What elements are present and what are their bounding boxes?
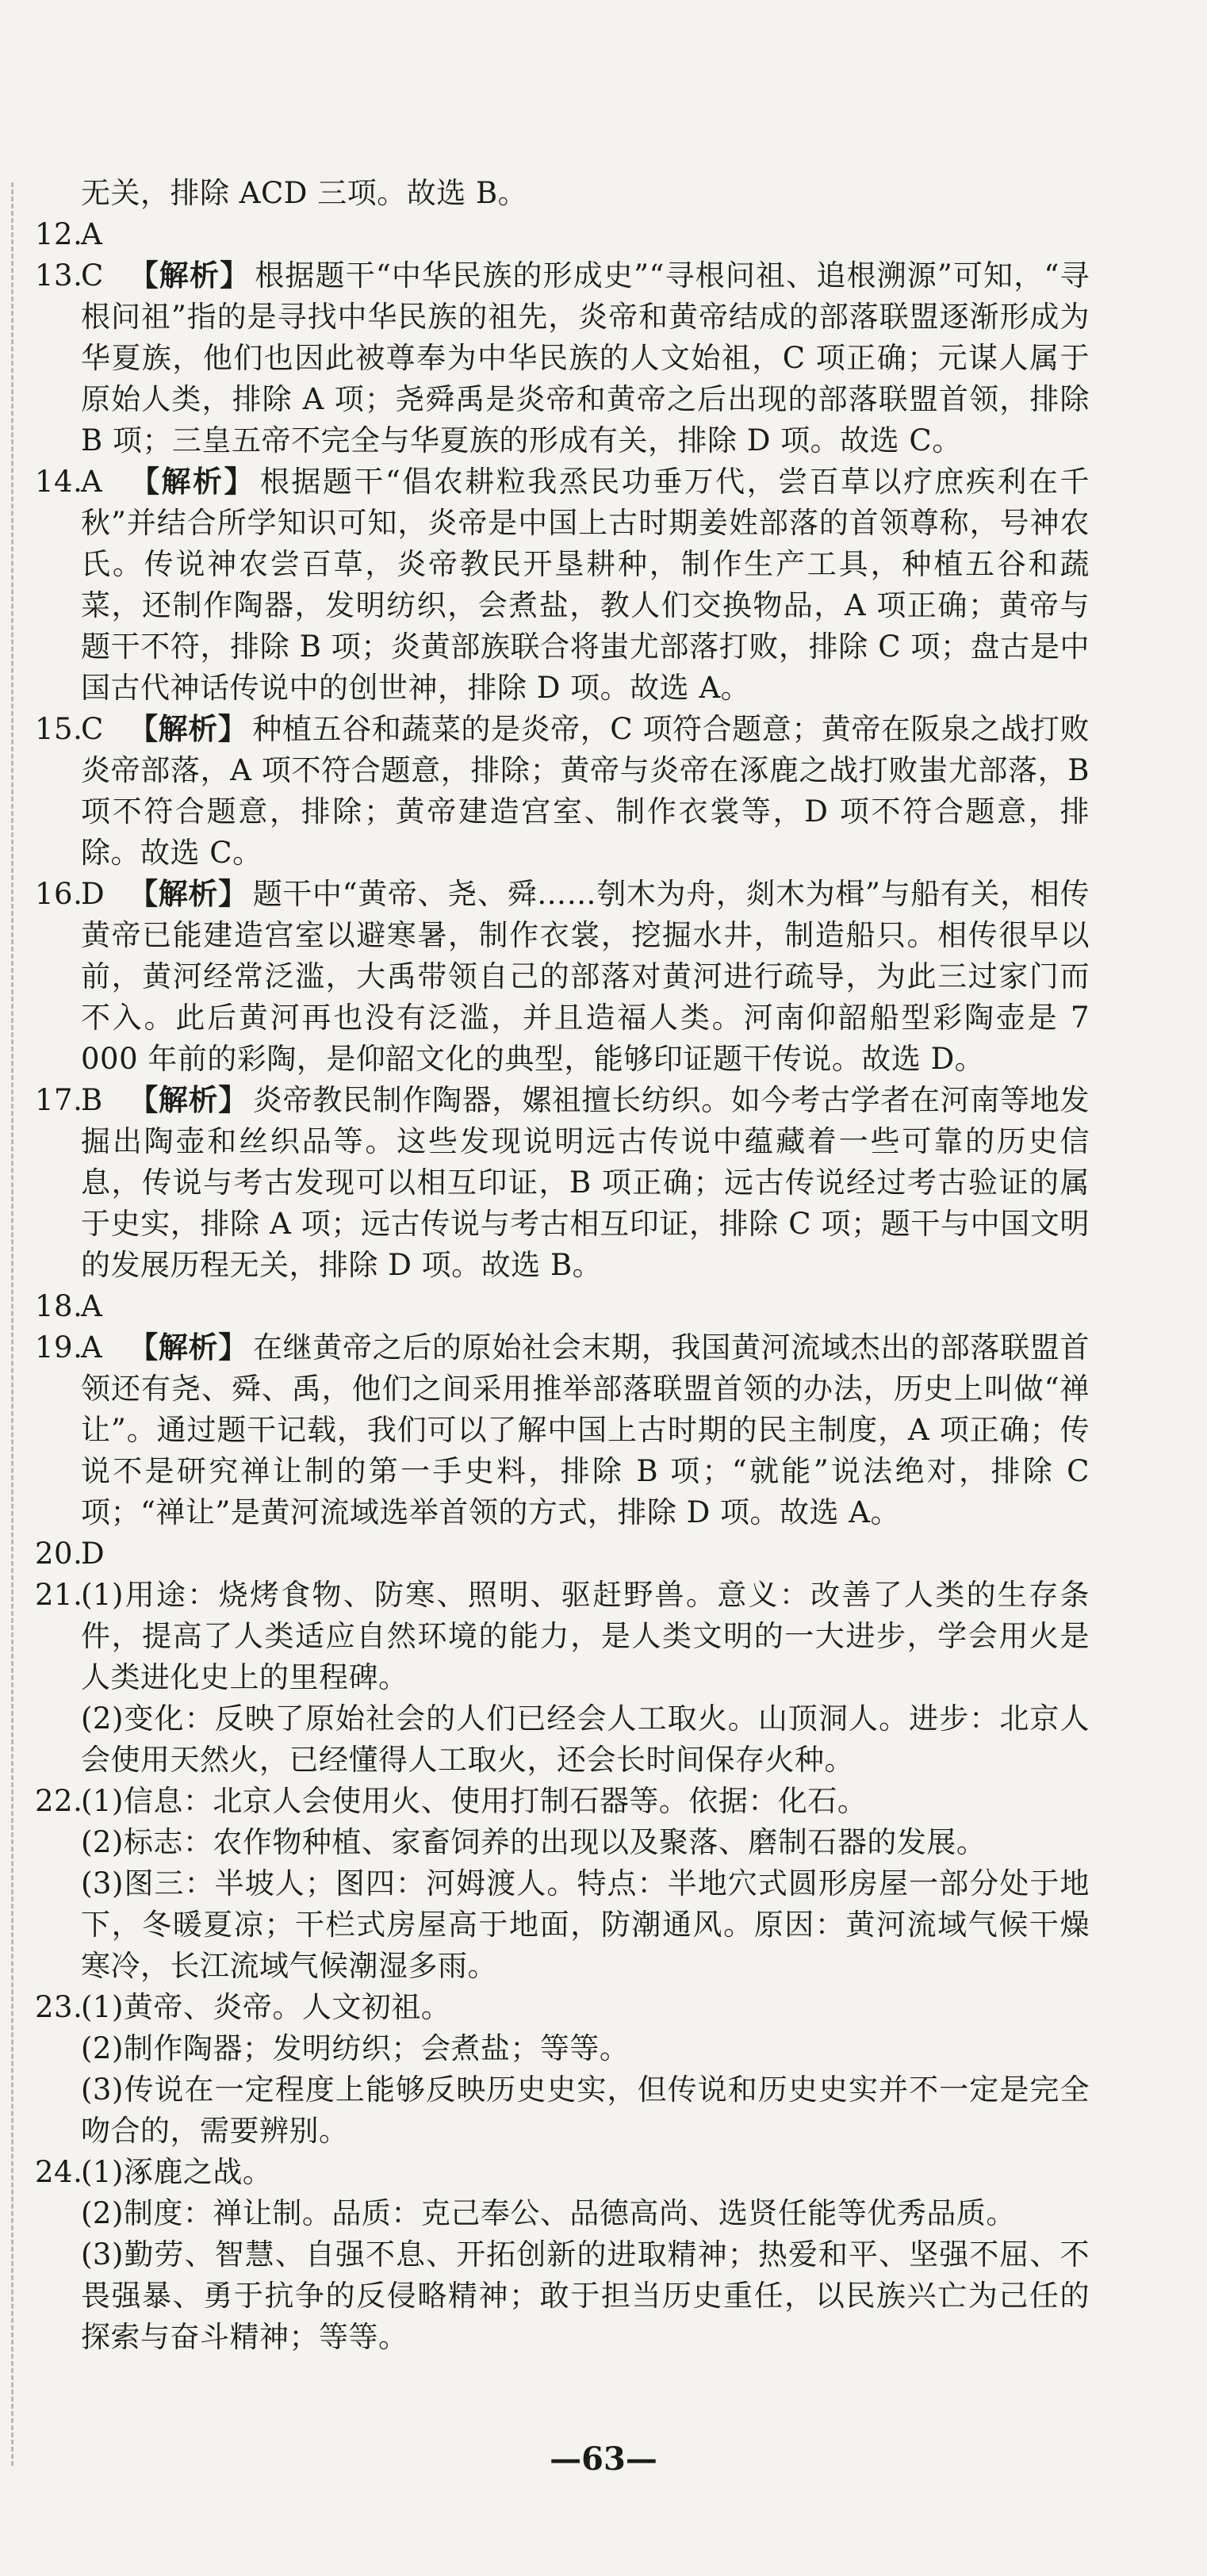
question-13 <box>35 255 1090 461</box>
question-23 <box>35 1987 1090 2152</box>
question-number: 15. <box>35 712 83 746</box>
answer-part: (2)制度：禅让制。品质：克己奉公、品德高尚、选贤任能等优秀品质。 <box>81 2196 1016 2230</box>
question-number: 20. <box>35 1537 83 1571</box>
question-number: 16. <box>35 877 83 911</box>
answer-part: (3)传说在一定程度上能够反映历史史实，但传说和历史史实并不一定是完全吻合的，需要辨别。 <box>81 2073 1090 2148</box>
question-12 <box>35 214 1090 255</box>
answer-part: (2)变化：反映了原始社会的人们已经会人工取火。山顶洞人。进步：北京人会使用天然火，已经懂得人工取火，还会长时间保存火种。 <box>81 1701 1090 1777</box>
answer-part: (2)制作陶器；发明纺织；会煮盐；等等。 <box>81 2031 630 2065</box>
question-16 <box>35 874 1090 1080</box>
question-number: 24. <box>35 2155 83 2189</box>
question-14 <box>35 461 1090 709</box>
question-number: 23. <box>35 1990 83 2024</box>
question-number: 14. <box>35 465 83 499</box>
question-15 <box>35 709 1090 874</box>
answer-part: (3)图三：半坡人；图四：河姆渡人。特点：半地穴式圆形房屋一部分处于地下，冬暖夏凉；干栏式房屋高于地面，防潮通风。原因：黄河流域气候干燥寒冷，长江流域气候潮湿多雨。 <box>81 1866 1090 1983</box>
answer-part: (1)涿鹿之战。 <box>81 2155 273 2189</box>
analysis-tag: 【解析】 <box>128 1330 248 1365</box>
analysis-text: 种植五谷和蔬菜的是炎帝，C 项符合题意；黄帝在阪泉之战打败炎帝部落，A 项不符合题意，排除；黄帝与炎帝在涿鹿之战打败蚩尤部落，B 项不符合题意，排除；黄帝建造宫室、制作衣裳等，D 项不符合题意，排除。故选 C。 <box>81 712 1090 870</box>
answer-letter: D <box>81 877 105 911</box>
page-number: —63— <box>550 2440 657 2478</box>
analysis-text: 题干中“黄帝、尧、舜……刳木为舟，剡木为楫”与船有关，相传黄帝已能建造宫室以避寒暑，制作衣裳，挖掘水井，制造船只。相传很早以前，黄河经常泛滥，大禹带领自己的部落对黄河进行疏导，为此三过家门而不入。此后黄河再也没有泛滥，并且造福人类。河南仰韶船型彩陶壶是 7 000 年前的彩陶，是仰韶文化的典型，能够印证题干传说。故选 D。 <box>81 877 1090 1076</box>
question-number: 13. <box>35 258 83 293</box>
question-21 <box>35 1575 1090 1781</box>
analysis-tag: 【解析】 <box>128 465 255 499</box>
question-22 <box>35 1781 1090 1987</box>
question-20 <box>35 1533 1090 1575</box>
binding-dashed-line <box>11 182 13 2466</box>
analysis-text: 根据题干“中华民族的形成史”“寻根问祖、追根溯源”可知，“寻根问祖”指的是寻找中华民族的祖先，炎帝和黄帝结成的部落联盟逐渐形成为华夏族，他们也因此被尊奉为中华民族的人文始祖，C 项正确；元谋人属于原始人类，排除 A 项；尧舜禹是炎帝和黄帝之后出现的部落联盟首领，排除 B 项；三皇五帝不完全与华夏族的形成有关，排除 D 项。故选 C。 <box>81 258 1090 457</box>
analysis-text: 在继黄帝之后的原始社会末期，我国黄河流域杰出的部落联盟首领还有尧、舜、禹，他们之间采用推举部落联盟首领的办法，历史上叫做“禅让”。通过题干记载，我们可以了解中国上古时期的民主制度，A 项正确；传说不是研究禅让制的第一手史料，排除 B 项；“就能”说法绝对，排除 C 项；“禅让”是黄河流域选举首领的方式，排除 D 项。故选 A。 <box>81 1330 1090 1529</box>
answer-part: (1)黄帝、炎帝。人文初祖。 <box>81 1990 451 2024</box>
answer-part: (3)勤劳、智慧、自强不息、开拓创新的进取精神；热爱和平、坚强不屈、不畏强暴、勇于抗争的反侵略精神；敢于担当历史重任，以民族兴亡为己任的探索与奋斗精神；等等。 <box>81 2237 1090 2354</box>
question-number: 21. <box>35 1578 83 1612</box>
answer-part: (2)标志：农作物种植、家畜饲养的出现以及聚落、磨制石器的发展。 <box>81 1825 987 1859</box>
question-18 <box>35 1286 1090 1327</box>
intro-line: 无关，排除 ACD 三项。故选 B。 <box>81 176 528 210</box>
question-24 <box>35 2152 1090 2358</box>
answer-letter: C <box>81 258 104 293</box>
answer-letter: B <box>81 1083 103 1117</box>
answer-letter: D <box>81 1537 105 1571</box>
answer-letter: A <box>81 465 103 499</box>
answer-part: (1)用途：烧烤食物、防寒、照明、驱赶野兽。意义：改善了人类的生存条件，提高了人类适应自然环境的能力，是人类文明的一大进步，学会用火是人类进化史上的里程碑。 <box>81 1578 1090 1694</box>
answer-letter: A <box>81 1330 103 1365</box>
analysis-tag: 【解析】 <box>128 712 248 746</box>
answer-letter: A <box>81 217 103 251</box>
answer-letter: A <box>81 1289 103 1323</box>
answer-part: (1)信息：北京人会使用火、使用打制石器等。依据：化石。 <box>81 1784 868 1818</box>
answer-content <box>35 173 1090 2358</box>
analysis-text: 根据题干“倡农耕粒我烝民功垂万代，尝百草以疗庶疾利在千秋”并结合所学知识可知，炎帝是中国上古时期姜姓部落的首领尊称，号神农氏。传说神农尝百草，炎帝教民开垦耕种，制作生产工具，种植五谷和蔬菜，还制作陶器，发明纺织，会煮盐，教人们交换物品，A 项正确；黄帝与题干不符，排除 B 项；炎黄部族联合将蚩尤部落打败，排除 C 项；盘古是中国古代神话传说中的创世神，排除 D 项。故选 A。 <box>81 465 1090 705</box>
question-17 <box>35 1080 1090 1286</box>
analysis-tag: 【解析】 <box>128 258 251 293</box>
analysis-tag: 【解析】 <box>128 1083 248 1117</box>
question-number: 19. <box>35 1330 83 1365</box>
multiple-choice-answers <box>35 214 1090 1575</box>
question-19 <box>35 1327 1090 1533</box>
analysis-tag: 【解析】 <box>128 877 248 911</box>
question-number: 18. <box>35 1289 83 1323</box>
analysis-text: 炎帝教民制作陶器，嫘祖擅长纺织。如今考古学者在河南等地发掘出陶壶和丝织品等。这些发现说明远古传说中蕴藏着一些可靠的历史信息，传说与考古发现可以相互印证，B 项正确；远古传说经过考古验证的属于史实，排除 A 项；远古传说与考古相互印证，排除 C 项；题干与中国文明的发展历程无关，排除 D 项。故选 B。 <box>81 1083 1090 1282</box>
answer-letter: C <box>81 712 104 746</box>
question-number: 17. <box>35 1083 83 1117</box>
question-number: 22. <box>35 1784 83 1818</box>
question-number: 12. <box>35 217 83 251</box>
